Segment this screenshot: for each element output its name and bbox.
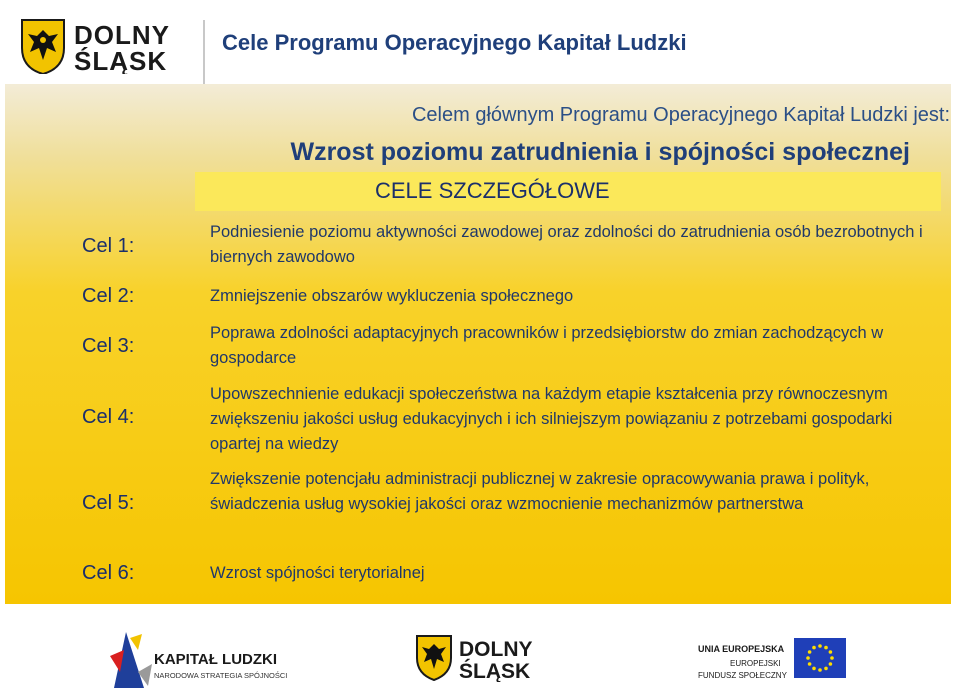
goal-6-text: Wzrost spójności terytorialnej [210,564,425,582]
logo-text-line-2: ŚLĄSK [74,46,168,74]
goal-5-text: Zwiększenie potencjału administracji publicznej w zakresie opracowywania prawa i polityk, świadczenia usług wysokiej jakości oraz wzmocnienie mechanizmów partnerstwa [210,470,870,513]
eu-fund-logo [690,630,880,690]
goal-3-text: Poprawa zdolności adaptacyjnych pracowników i przedsiębiorstw do zmian zachodzących w gospodarce [210,324,884,367]
eu-line-1: UNIA EUROPEJSKA [698,644,785,654]
goal-3-label: Cel 3: [82,335,135,357]
goal-2-text: Zmniejszenie obszarów wykluczenia społecznego [210,287,574,305]
goal-5-label: Cel 5: [82,492,135,514]
kapital-ludzki-logo [108,628,298,690]
main-goal-heading: Wzrost poziomu zatrudnienia i spójności społecznej [290,138,910,166]
kl-subtitle: NARODOWA STRATEGIA SPÓJNOŚCI [154,671,288,680]
goal-4-label: Cel 4: [82,406,135,428]
goal-1-text: Podniesienie poziomu aktywności zawodowej oraz zdolności do zatrudnienia osób bezrobotnych i biernych zawodowo [210,223,923,266]
eagle-crest-icon [22,20,64,74]
kl-title: KAPITAŁ LUDZKI [154,651,278,668]
kapital-ludzki-logo-icon [110,632,152,688]
header-divider [203,20,205,92]
eu-flag-icon [794,638,846,678]
logo-text-line-1: DOLNY [74,20,170,50]
eagle-crest-icon [417,636,451,680]
eu-line-3: FUNDUSZ SPOŁECZNY [698,671,787,680]
goal-4-text: Upowszechnienie edukacji społeczeństwa na każdym etapie kształcenia przy równoczesnym zwiększeniu jakości usług edukacyjnych i ich silniejszym powiązaniu z potrzebami gospodarki opartej na wiedzy [210,385,893,453]
footer-logo-text-line-1: DOLNY [459,638,533,661]
intro-line: Celem głównym Programu Operacyjnego Kapitał Ludzki jest: [411,104,950,126]
dolny-slask-header-logo [20,18,190,74]
eu-line-2: EUROPEJSKI [730,659,781,668]
specific-goals-heading: CELE SZCZEGÓŁOWE [375,178,610,203]
footer-logo-text-line-2: ŚLĄSK [459,660,531,682]
goal-6-label: Cel 6: [82,562,135,584]
dolny-slask-footer-logo [415,634,555,682]
slide-title: Cele Programu Operacyjnego Kapitał Ludzki [222,30,687,55]
goal-2-label: Cel 2: [82,285,135,307]
goal-1-label: Cel 1: [82,235,135,257]
